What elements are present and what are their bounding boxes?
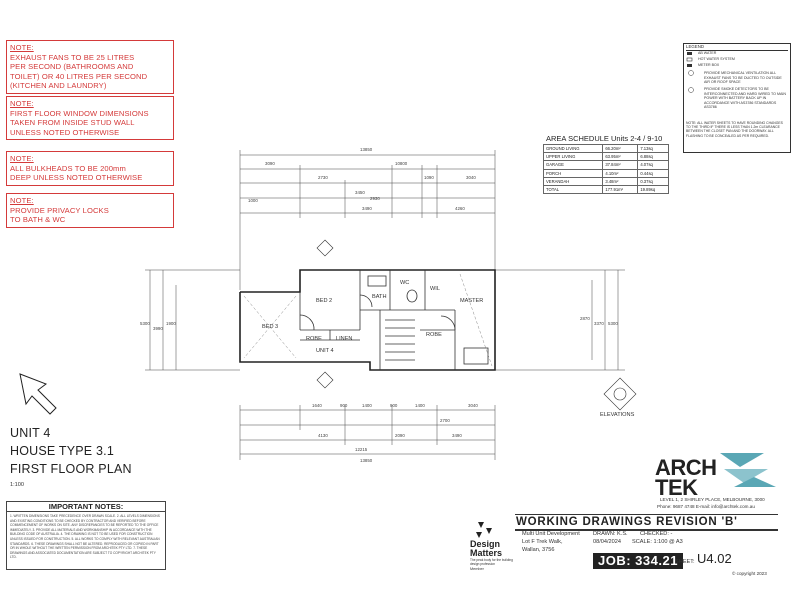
legend-item: AB WATER — [698, 51, 717, 55]
unit-title: UNIT 4 — [10, 426, 51, 440]
dimension-label: 10800 — [395, 161, 408, 166]
legend-title: LEGEND — [686, 45, 788, 51]
legend-item: PROVIDE SMOKE DETECTORS TO BE INTERCONNECTED AND HARD WIRED TO MAIN POWER WITH BATTERY BACK UP IN ACCORDANCE WITH AS3786 STANDARDS AS3786 — [704, 87, 786, 110]
note-line: DEEP UNLESS NOTED OTHERWISE — [10, 173, 143, 183]
note-line: (KITCHEN AND LAUNDRY) — [10, 81, 107, 91]
job-number: JOB: 334.21 — [593, 553, 683, 569]
dimension-label: 2870 — [580, 316, 590, 321]
table-cell: PORCH — [544, 169, 603, 177]
note-line: ALL BULKHEADS TO BE 200mm — [10, 163, 126, 173]
dimension-label: 3040 — [468, 403, 478, 408]
note-line: PROVIDE PRIVACY LOCKS — [10, 205, 109, 215]
dimension-label: 1400 — [362, 403, 372, 408]
firm-address: LEVEL 1, 2 SHIRLEY PLACE, MELBOURNE, 3000 — [660, 497, 765, 502]
note-line: PER SECOND (BATHROOMS AND — [10, 62, 134, 72]
project-name: Multi Unit Development — [522, 531, 580, 537]
design-matters-member: Member — [470, 567, 484, 571]
note-line: FIRST FLOOR WINDOW DIMENSIONS — [10, 108, 149, 118]
sheet-label: SHEET: — [675, 559, 695, 565]
copyright: © copyright 2023 — [732, 571, 767, 576]
dimension-label: 1900 — [166, 321, 176, 326]
room-label: ROBE — [426, 332, 442, 338]
legend-note: NOTE: ALL WATER SHEETS TO HAVE ROUNDING CHANGES TO THE THIRD IF THERE IS LESS THAN 1.2m CLEARANCE BETWEEN THE CLOSET PAN AND THE DOORWAY. ALL FLASHING TO BE CONCEALED AS PER REQUIRED. — [686, 121, 783, 138]
table-cell: 0.37sq — [638, 177, 669, 185]
table-cell: 19.89sq — [638, 185, 669, 193]
drawn-by: DRAWN: K.S. — [593, 531, 628, 537]
dimension-label: 2930 — [370, 196, 380, 201]
note-head: NOTE: — [10, 154, 34, 163]
room-label: WC — [400, 280, 410, 286]
table-cell: GROUND LIVING — [544, 145, 603, 153]
note-line: UNLESS NOTED OTHERWISE — [10, 127, 120, 137]
dimension-label: 1400 — [415, 403, 425, 408]
logo-line: ARCH — [655, 455, 717, 480]
dimension-label: 3450 — [355, 190, 365, 195]
dimension-label: 900 — [390, 403, 398, 408]
checked-by: CHECKED: - — [640, 531, 673, 537]
project-address-2: Wallan, 3756 — [522, 547, 555, 553]
note-line: EXHAUST FANS TO BE 25 LITRES — [10, 52, 135, 62]
table-cell: UPPER LIVING — [544, 153, 603, 161]
table-cell: 0.44sq — [638, 169, 669, 177]
dimension-label: 2730 — [318, 175, 328, 180]
table-cell: 7.13sq — [638, 145, 669, 153]
dimension-label: 3090 — [265, 161, 275, 166]
room-label: BED 3 — [262, 324, 279, 330]
room-label: BED 2 — [316, 298, 333, 304]
table-cell: 66.20m² — [603, 145, 638, 153]
table-cell: 4.07sq — [638, 161, 669, 169]
dimension-label: 3490 — [452, 433, 462, 438]
table-cell: 3.48m² — [603, 177, 638, 185]
firm-contact: Phone: 9687 4748 E-mail: info@archtek.com.au — [657, 504, 755, 509]
table-cell: 4.10m² — [603, 169, 638, 177]
dimension-label: 1000 — [248, 198, 258, 203]
legend-item: PROVIDE MECHANICAL VENTILATION ALL EXHAUST FANS TO BE DUCTED TO OUTSIDE AIR OR ROOF SPACE — [704, 71, 782, 85]
dimension-label: 3040 — [466, 175, 476, 180]
plan-title: FIRST FLOOR PLAN — [10, 462, 132, 476]
dimension-label: 1640 — [312, 403, 322, 408]
dimension-label: 4260 — [455, 206, 465, 211]
table-cell: 37.84m² — [603, 161, 638, 169]
important-notes-box — [6, 501, 166, 570]
design-matters-logo — [470, 540, 502, 558]
logo-line: Design — [470, 539, 501, 549]
room-label: BATH — [372, 294, 387, 300]
room-label: UNIT 4 — [316, 348, 334, 354]
dimension-label: 13850 — [360, 458, 373, 463]
dimension-label: 5300 — [608, 321, 618, 326]
table-cell: TOTAL — [544, 185, 603, 193]
table-cell: 63.95m² — [603, 153, 638, 161]
logo-line: TEK — [655, 475, 698, 500]
table-cell: 177.91m² — [603, 185, 638, 193]
note-line: TOILET) OR 40 LITRES PER SECOND — [10, 71, 148, 81]
archtek-chevron-icon — [720, 447, 780, 491]
table-cell: VERANDAH — [544, 177, 603, 185]
elevations-label: ELEVATIONS — [600, 412, 635, 418]
dimension-label: 3990 — [153, 326, 163, 331]
dimension-label: 900 — [340, 403, 348, 408]
design-matters-icon — [474, 520, 496, 540]
dimension-label: 13850 — [360, 147, 373, 152]
dimension-label: 3370 — [594, 321, 604, 326]
important-notes-body: 1. WRITTEN DIMENSIONS TAKE PRECEDENCE OVER DRAWN SCALE. 2. ALL LEVELS DIMENSIONS AND EXISTING CONDITIONS TO BE CHECKED BY CONTRACTOR AND VERIFIED BEFORE COMMENCEMENT OF WORKS ON SITE. ANY DISCREPANCIES TO BE REPORTED TO THE OFFICE IMMEDIATELY. 3. PROVIDE ALL MATERIALS AND WORKMANSHIP IN ACCORDANCE WITH THE BUILDING CODE OF AUSTRALIA. 4. THE DRAWING IS NOT TO BE USED FOR CONSTRUCTION UNLESS ISSUED FOR CONSTRUCTION. 5. ALL WORKS TO COMPLY WITH RELEVANT AUSTRALIAN STANDARDS. 6. THESE DRAWINGS SHALL NOT BE ALTERED. REPRODUCED OR COPIED IN PART OR IN WHOLE WITHOUT THE WRITTEN PERMISSION FROM ARCHITEK PTY LTD. 7. THESE DRAWINGS AND ASSOCIATED DOCUMENTATION ARE SUBJECT TO COPYRIGHT ARCHITEK PTY LTD. — [10, 514, 160, 560]
dimension-label: 12215 — [355, 447, 368, 452]
dimension-label: 2700 — [440, 418, 450, 423]
note-head: NOTE: — [10, 196, 34, 205]
important-notes-title: IMPORTANT NOTES: — [7, 502, 165, 512]
note-line: TAKEN FROM INSIDE STUD WALL — [10, 118, 135, 128]
table-cell: 6.88sq — [638, 153, 669, 161]
note-line: TO BATH & WC — [10, 215, 66, 225]
sheet-number: U4.02 — [697, 551, 732, 566]
dimension-label: 2090 — [395, 433, 405, 438]
dimension-label: 4130 — [318, 433, 328, 438]
logo-line: Matters — [470, 548, 503, 558]
legend-item: METER BOX — [698, 63, 720, 67]
note-head: NOTE: — [10, 99, 34, 108]
dimension-label: 5300 — [140, 321, 150, 326]
note-head: NOTE: — [10, 43, 34, 52]
area-schedule-title: AREA SCHEDULE Units 2-4 / 9-10 — [546, 134, 663, 143]
dimension-label: 3490 — [362, 206, 372, 211]
room-label: WIL — [430, 286, 440, 292]
house-type-title: HOUSE TYPE 3.1 — [10, 444, 114, 458]
archtek-logo — [655, 455, 717, 500]
legend-item: HOT WATER SYSTEM — [698, 57, 735, 61]
drawing-scale: SCALE: 1:100 @ A3 — [632, 539, 683, 545]
room-label: LINEN — [336, 336, 353, 342]
plan-scale: 1:100 — [10, 482, 24, 488]
design-matters-tagline: The peak body for the building design profession — [470, 558, 513, 566]
dimension-label: 1090 — [424, 175, 434, 180]
drawing-date: 08/04/2024 — [593, 539, 621, 545]
table-cell: GARAGE — [544, 161, 603, 169]
room-label: MASTER — [460, 298, 484, 304]
room-label: ROBE — [306, 336, 322, 342]
project-address-1: Lot F Trek Walk, — [522, 539, 563, 545]
revision-title: WORKING DRAWINGS REVISION 'B' — [515, 514, 778, 531]
